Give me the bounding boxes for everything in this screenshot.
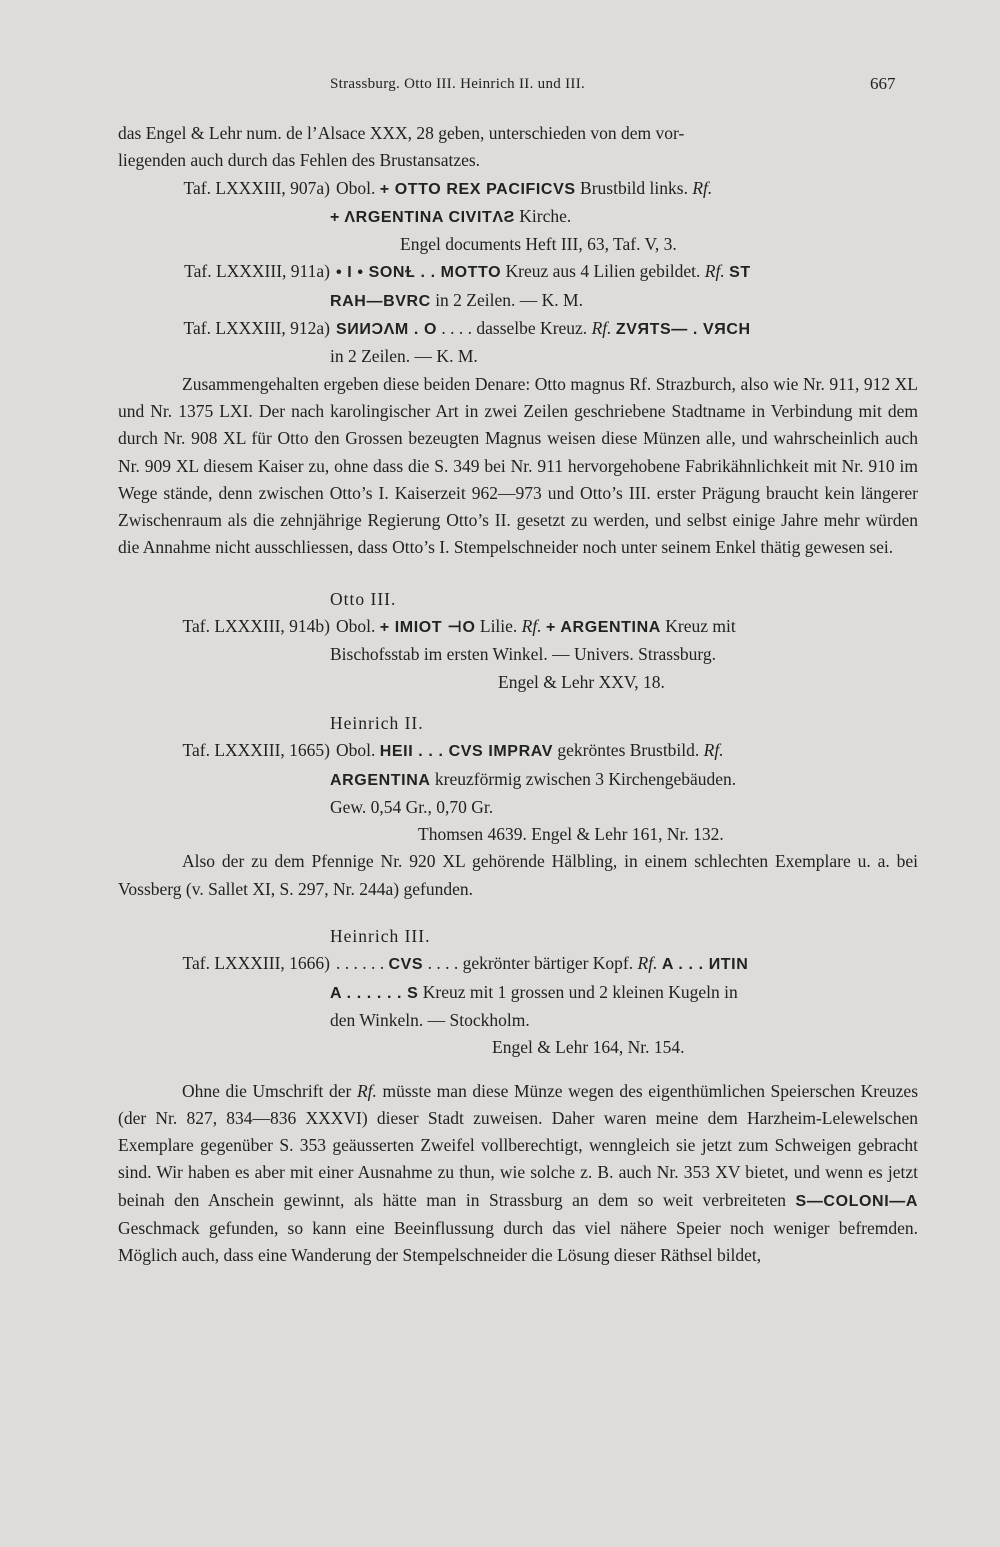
coin-legend: + IMIOT ⊣O: [379, 619, 476, 637]
coin-entry-907: [118, 175, 918, 259]
description: gekröntes Brustbild.: [557, 740, 700, 761]
section-heading-heinrich-ii: Heinrich II.: [330, 712, 424, 733]
plate-reference: Taf. LXXXIII, 1665): [182, 740, 330, 761]
description: Kirche.: [519, 205, 572, 226]
paragraph-zusammengehalten: Zusammengehalten ergeben diese beiden Denare: Otto magnus Rf. Strazburch, also wie Nr. 911, 912 XL und Nr. 1375 LXI. Der nach karolingischer Art in zwei Zeilen geschriebene Stadtname in Verbindung mit dem durch Nr. 908 XL für Otto den Grossen bezeugten Magnus weisen diese Münzen alle, und wahrscheinlich auch Nr. 909 XL diesem Kaiser zu, ohne dass die S. 349 bei Nr. 911 hervorgehobene Fabrikähnlichkeit mit Nr. 910 im Wege stände, denn zwischen Otto’s I. Kaiserzeit 962—973 und Otto’s III. erster Prägung braucht kein längerer Zwischenraum als die zehnjährige Regierung Otto’s II. gesetzt zu werden, und selbst einige Jahre mehr würden die Annahme nicht ausschliessen, dass Otto’s I. Stempelschneider noch unter seinem Enkel thätig gewesen sei.: [118, 373, 918, 558]
description: Kreuz mit: [665, 616, 736, 637]
description: Bischofsstab im ersten Winkel. — Univers. Strassburg.: [330, 644, 717, 665]
plate-reference: Taf. LXXXIII, 907a): [183, 177, 330, 198]
denomination: Obol.: [336, 177, 376, 198]
ellipsis: . . . . . .: [336, 953, 385, 974]
literature-reference: Engel & Lehr 164, Nr. 154.: [492, 1037, 685, 1058]
text-segment: Ohne die Umschrift der: [182, 1080, 352, 1101]
reverse-abbrev: Rf.: [692, 177, 713, 198]
plate-reference: Taf. LXXXIII, 1666): [182, 953, 330, 974]
description: . . . . gekrönter bärtiger Kopf.: [427, 953, 634, 974]
description: Kreuz aus 4 Lilien gebildet.: [505, 261, 701, 282]
coin-entry-1665: [118, 737, 918, 848]
intro-line-2: liegenden auch durch das Fehlen des Brustansatzes.: [118, 150, 481, 171]
description: in 2 Zeilen. — K. M.: [435, 289, 583, 310]
literature-reference: Engel documents Heft III, 63, Taf. V, 3.: [400, 234, 677, 255]
description: den Winkeln. — Stockholm.: [330, 1009, 530, 1030]
coin-legend: + OTTO REX PACIFICVS: [379, 180, 576, 198]
reverse-abbrev: Rf.: [637, 953, 658, 974]
intro-line-1: das Engel & Lehr num. de l’Alsace XXX, 28 geben, unterschieden von dem vor-: [118, 123, 685, 143]
description: Lilie.: [479, 616, 518, 637]
description: Kreuz mit 1 grossen und 2 kleinen Kugeln in: [422, 981, 738, 1002]
page-header: [0, 76, 1000, 100]
section-heading-heinrich-iii: Heinrich III.: [330, 926, 431, 947]
coin-entry-912: [118, 315, 918, 371]
weight: Gew. 0,54 Gr., 0,70 Gr.: [330, 796, 494, 817]
reverse-abbrev: Rf.: [704, 261, 725, 282]
coin-legend: A . . . ИTIN: [661, 956, 749, 974]
coin-legend: + ΛRGENTINA CIVITΛƧ: [330, 208, 515, 226]
paragraph-haelbling: Also der zu dem Pfennige Nr. 920 XL gehörende Hälbling, in einem schlechten Exemplare u. a. bei Vossberg (v. Sallet XI, S. 297, Nr. 244a) gefunden.: [118, 851, 918, 899]
coin-legend: ZVЯTS— . VЯCH: [615, 321, 751, 339]
coin-legend: A . . . . . . S: [330, 984, 419, 1002]
coin-entry-914: [118, 613, 918, 696]
literature-reference: Thomsen 4639. Engel & Lehr 161, Nr. 132.: [418, 824, 724, 845]
coin-legend: ARGENTINA: [330, 771, 431, 789]
coin-legend: SИИϽΛM . O: [336, 321, 438, 339]
page-body: [118, 120, 918, 1270]
reverse-abbrev: Rf.: [356, 1080, 377, 1101]
denomination: Obol.: [336, 740, 376, 761]
coin-legend: ST: [729, 264, 751, 282]
description: . . . . dasselbe Kreuz.: [441, 318, 588, 339]
coin-entry-1666: [118, 950, 918, 1061]
description: kreuzförmig zwischen 3 Kirchengebäuden.: [434, 768, 737, 789]
description: Brustbild links.: [580, 177, 688, 198]
coin-entry-911: [118, 258, 918, 315]
plate-reference: Taf. LXXXIII, 912a): [183, 318, 330, 339]
coin-legend: RAH—BVRC: [330, 292, 431, 310]
coin-legend: HEII . . . CVS IMPRAV: [379, 743, 553, 761]
description: in 2 Zeilen. — K. M.: [330, 346, 478, 367]
plate-reference: Taf. LXXXIII, 914b): [182, 616, 330, 637]
coin-legend: CVS: [388, 956, 424, 974]
reverse-abbrev: Rf.: [521, 616, 542, 637]
running-head: Strassburg. Otto III. Heinrich II. und III.: [330, 76, 586, 92]
intro-paragraph: [118, 120, 918, 175]
coin-legend: • I • SONⱢ . . MOTTO: [336, 264, 502, 282]
reverse-abbrev: Rf.: [703, 740, 724, 761]
denomination: Obol.: [336, 616, 376, 637]
reverse-abbrev: Rf.: [591, 318, 612, 339]
plate-reference: Taf. LXXXIII, 911a): [184, 261, 330, 282]
section-heading-otto-iii: Otto III.: [330, 588, 397, 609]
coin-legend: S—COLONI—A: [795, 1192, 918, 1210]
coin-legend: + ARGENTINA: [545, 619, 661, 637]
page-number: 667: [870, 74, 896, 93]
text-segment: Geschmack gefunden, so kann eine Beeinflussung durch das viel nähere Speier noch weniger befremden. Möglich auch, dass eine Wanderung der Stempelschneider die Lösung dieser Räthsel bildet,: [118, 1217, 918, 1266]
paragraph-ohne-umschrift: [118, 1078, 918, 1270]
literature-reference: Engel & Lehr XXV, 18.: [498, 671, 665, 692]
text-segment: müsste man diese Münze wegen des eigenthümlichen Speierschen Kreuzes (der Nr. 827, 834—836 XXXVI) dieser Stadt zuweisen. Daher waren meine dem Harzheim-Lelewelschen Exemplare gegenüber S. 353 geäusserten Zweifel vollberechtigt, wenngleich sie jetzt zum Schweigen gebracht sind. Wir haben es aber mit einer Ausnahme zu thun, wie solche z. B. auch Nr. 353 XV bietet, und wenn es jetzt beinah den Anschein gewinnt, als hätte man in Strassburg an dem so weit verbreiteten: [118, 1080, 918, 1210]
